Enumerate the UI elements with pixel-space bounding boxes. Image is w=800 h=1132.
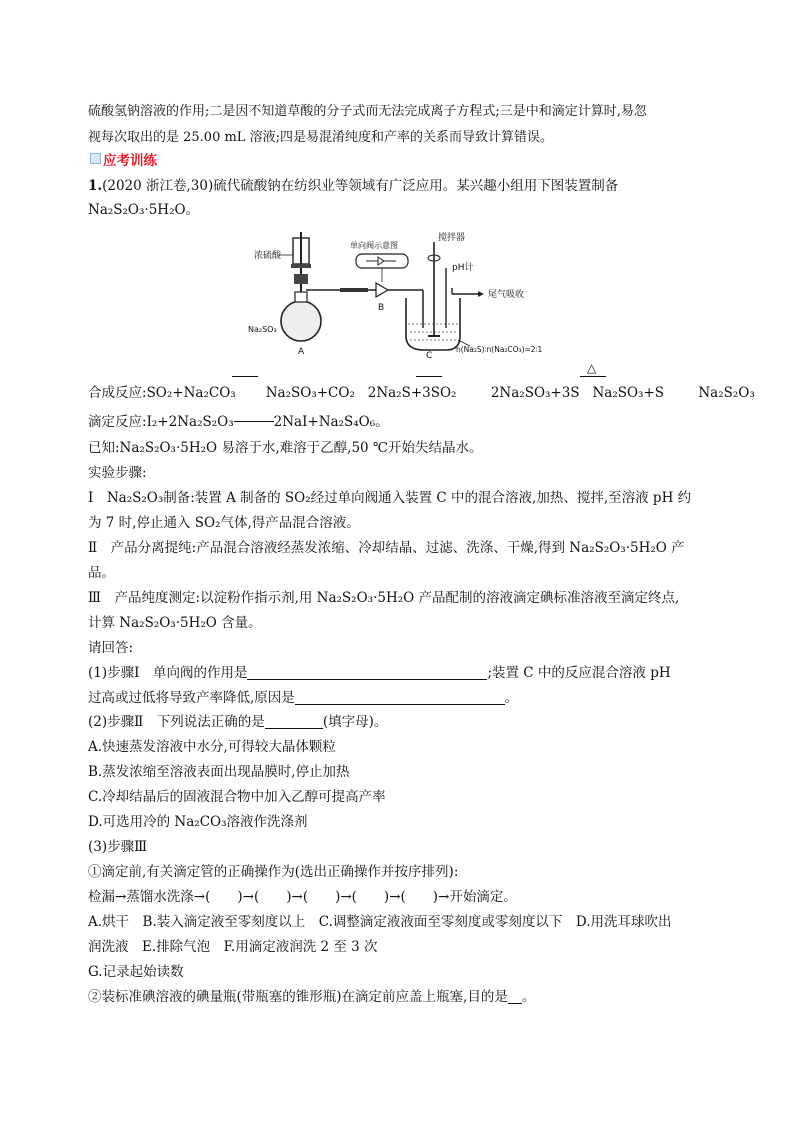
eq-mark-1 — [232, 376, 258, 377]
q1-blank-2[interactable] — [295, 690, 505, 705]
q3-sequence: 检漏→蒸馏水洗涤→( )→( )→( )→( )→( )→开始滴定。 — [88, 889, 517, 905]
step3-line-1: Ⅲ 产品纯度测定:以淀粉作指示剂,用 Na₂S₂O₃·5H₂O 产品配制的溶液滴定碘标准溶液至滴定终点, — [88, 590, 680, 606]
steps-label: 实验步骤: — [88, 465, 147, 481]
label-ratio: n(Na₂S)∶n(Na₂CO₃)=2∶1 — [456, 345, 543, 354]
step2-line-2: 品。 — [88, 565, 115, 581]
apparatus-figure — [248, 228, 578, 360]
q2-option-c: C.冷却结晶后的固液混合物中加入乙醇可提高产率 — [88, 789, 386, 805]
label-a: A — [298, 347, 305, 357]
question-number: 1. — [88, 178, 103, 194]
label-acid: 浓硫酸 — [254, 251, 282, 261]
label-exhaust: 尾气吸收 — [488, 290, 525, 300]
intro-line-2: 视每次取出的是 25.00 mL 溶液;四是易混淆纯度和产率的关系而导致计算错误。 — [88, 130, 553, 145]
step1-line-1: Ⅰ Na₂S₂O₃制备:装置 A 制备的 SO₂经过单向阀通入装置 C 中的混合溶液,加热、搅拌,至溶液 pH 约 — [88, 490, 692, 506]
label-na2so3: Na₂SO₃ — [248, 325, 277, 334]
section-title: 应考训练 — [90, 152, 157, 170]
q3-sub2: ②装标准碘溶液的碘量瓶(带瓶塞的锥形瓶)在滴定前应盖上瓶塞,目的是 。 — [88, 989, 536, 1005]
label-c: C — [426, 351, 433, 360]
step3-line-2: 计算 Na₂S₂O₃·5H₂O 含量。 — [88, 615, 262, 631]
question-source: (2020 浙江卷,30) — [102, 178, 214, 194]
q1-line-1: (1)步骤Ⅰ 单向阀的作用是 ;装置 C 中的反应混合溶液 pH — [88, 665, 671, 681]
q3-options-line-3: G.记录起始读数 — [88, 964, 184, 980]
intro-line-1: 硫酸氢钠溶液的作用;二是因不知道草酸的分子式而无法完成离子方程式;三是中和滴定计算时,易忽 — [88, 104, 647, 119]
q3-title: (3)步骤Ⅲ — [88, 839, 148, 855]
step1-line-2: 为 7 时,停止通入 SO₂气体,得产品混合溶液。 — [88, 515, 360, 531]
label-ph: pH计 — [452, 263, 474, 273]
q1-blank-1[interactable] — [247, 665, 487, 680]
titration-reaction: 滴定反应:I₂+2Na₂S₂O₃ 2NaI+Na₂S₄O₆。 — [88, 414, 389, 430]
label-b: B — [378, 303, 385, 313]
known-info: 已知:Na₂S₂O₃·5H₂O 易溶于水,难溶于乙醇,50 ℃开始失结晶水。 — [88, 440, 483, 456]
q3-options-line-1: A.烘干 B.装入滴定液至零刻度以上 C.调整滴定液液面至零刻度或零刻度以下 D.用洗耳球吹出 — [88, 914, 672, 930]
label-valve: 单向阀示意图 — [350, 241, 398, 250]
question-product: Na₂S₂O₃·5H₂O。 — [88, 202, 200, 218]
answer-prompt: 请回答: — [88, 640, 134, 656]
q2-option-a: A.快速蒸发溶液中水分,可得较大晶体颗粒 — [88, 739, 336, 755]
q3-options-line-2: 润洗液 E.排除气泡 F.用滴定液润洗 2 至 3 次 — [88, 939, 378, 955]
q2-blank[interactable] — [265, 714, 323, 729]
label-stirrer: 搅拌器 — [438, 233, 466, 243]
synthesis-reactions: 合成反应:SO₂+Na₂CO₃ Na₂SO₃+CO₂ 2Na₂S+3SO₂ 2Na₂SO₃+3S Na₂SO₃+S Na₂S₂O₃ — [88, 385, 755, 401]
question-text: 硫代硫酸钠在纺织业等领域有广泛应用。某兴趣小组用下图装置制备 — [213, 178, 619, 194]
heat-condition: △ — [587, 361, 597, 375]
question-stem — [88, 177, 618, 195]
q1-line-2: 过高或过低将导致产率降低,原因是 。 — [88, 690, 519, 706]
q2-option-d: D.可选用冷的 Na₂CO₃溶液作洗涤剂 — [88, 814, 308, 830]
step2-line-1: Ⅱ 产品分离提纯:产品混合溶液经蒸发浓缩、冷却结晶、过滤、洗涤、干燥,得到 Na₂S₂O₃·5H₂O 产 — [88, 540, 685, 556]
q2-option-b: B.蒸发浓缩至溶液表面出现晶膜时,停止加热 — [88, 764, 350, 780]
q3-blank[interactable] — [508, 989, 522, 1004]
section-icon — [90, 153, 101, 164]
q2-line: (2)步骤Ⅱ 下列说法正确的是 (填字母)。 — [88, 714, 388, 730]
eq-mark-2 — [416, 376, 442, 377]
q3-sub1: ①滴定前,有关滴定管的正确操作为(选出正确操作并按序排列): — [88, 864, 459, 880]
eq-mark-3 — [580, 376, 606, 377]
